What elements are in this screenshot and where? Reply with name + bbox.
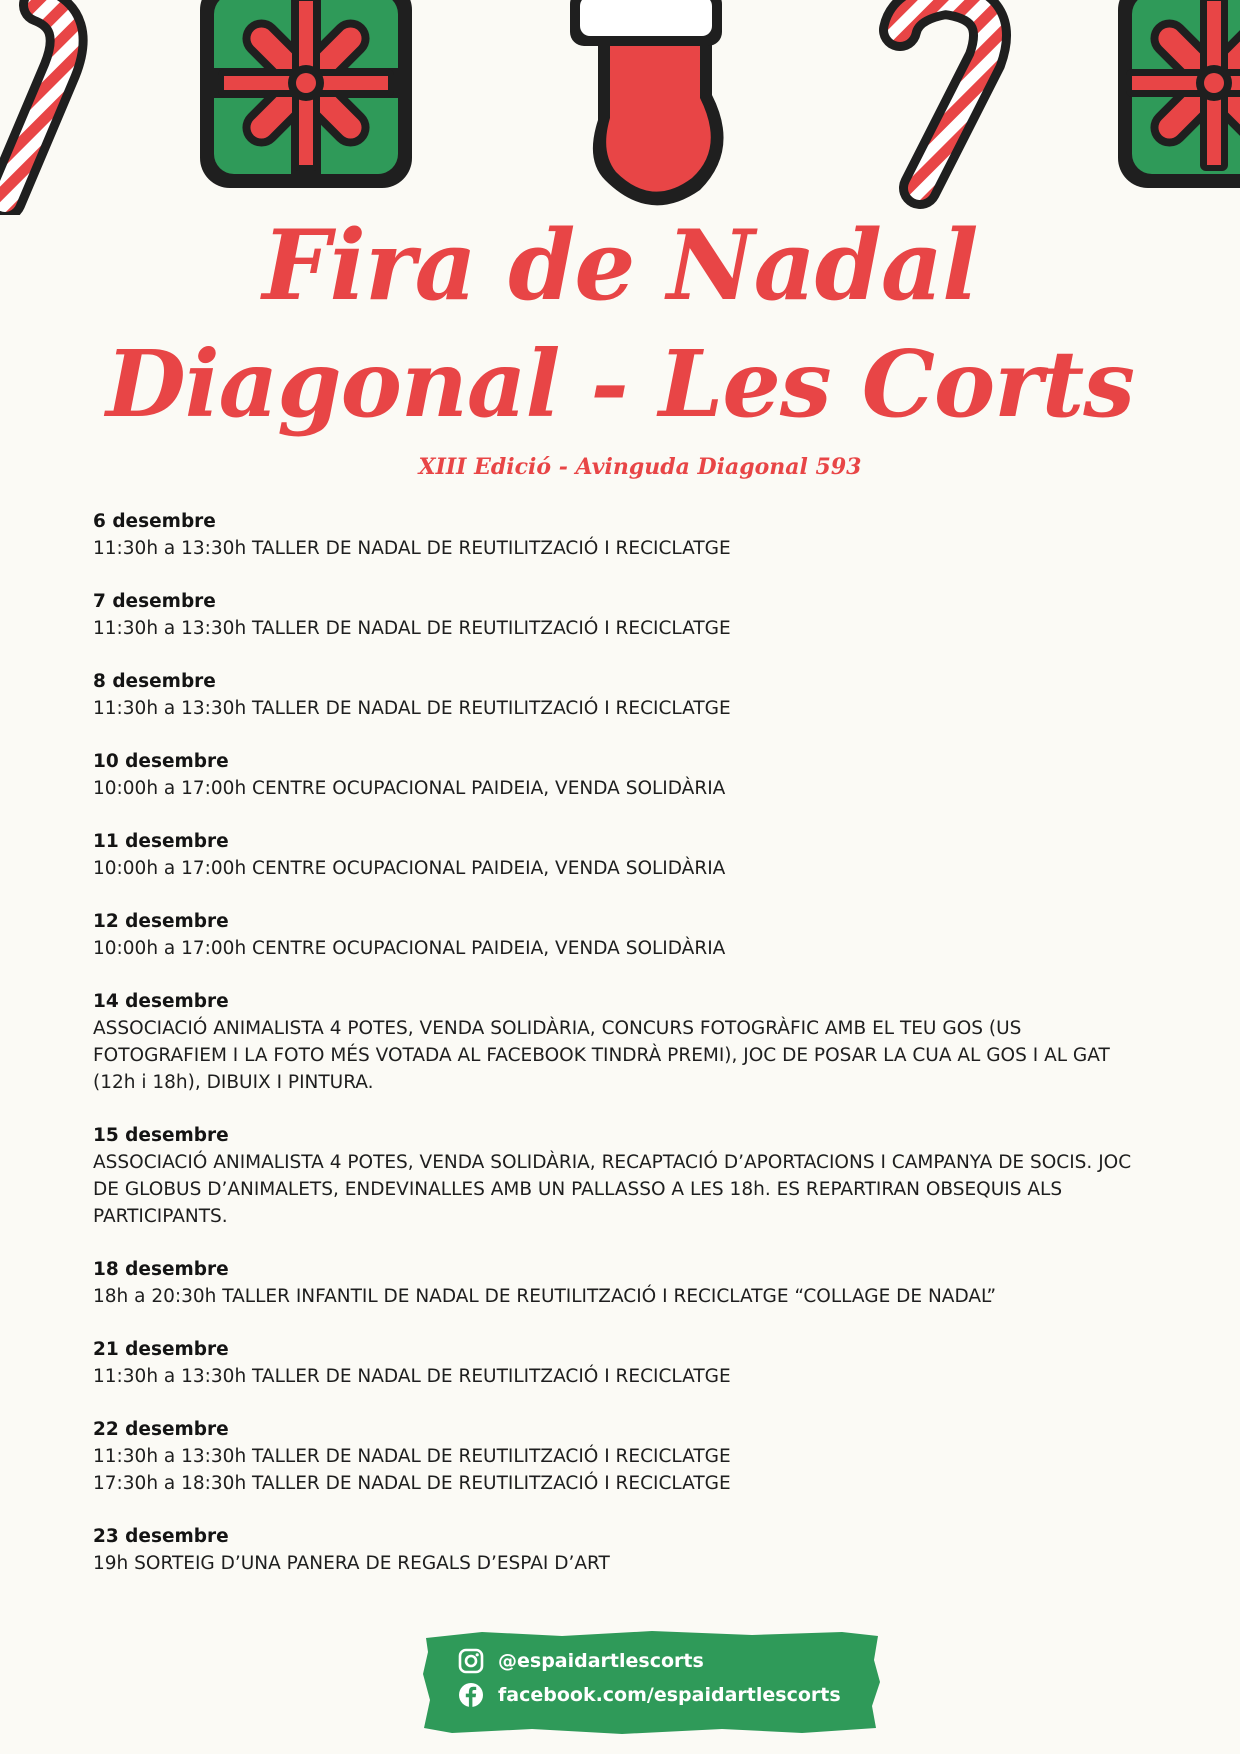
- schedule-day: [93, 1523, 1153, 1577]
- schedule-day: [93, 508, 1153, 562]
- edition-subtitle: XIII Edició - Avinguda Diagonal 593: [418, 454, 862, 480]
- schedule-activity: 10:00h a 17:00h CENTRE OCUPACIONAL PAIDEIA, VENDA SOLIDÀRIA: [93, 858, 726, 879]
- schedule-date: 14 desembre: [93, 991, 229, 1012]
- schedule-day: [93, 1256, 1153, 1310]
- schedule-activity: 11:30h a 13:30h TALLER DE NADAL DE REUTILITZACIÓ I RECICLATGE: [93, 1446, 731, 1467]
- schedule-date: 21 desembre: [93, 1339, 229, 1360]
- schedule-day: [93, 1336, 1153, 1390]
- schedule-activity: ASSOCIACIÓ ANIMALISTA 4 POTES, VENDA SOLIDÀRIA, CONCURS FOTOGRÀFIC AMB EL TEU GOS (US FOTOGRAFIEM I LA FOTO MÉS VOTADA AL FACEBOOK TINDRÀ PREMI), JOC DE POSAR LA CUA AL GOS I AL GAT (12h i 18h), DIBUIX I PINTURA.: [93, 1018, 1110, 1093]
- schedule-day: [93, 1122, 1153, 1230]
- schedule-day: [93, 988, 1153, 1096]
- schedule-activity: 11:30h a 13:30h TALLER DE NADAL DE REUTILITZACIÓ I RECICLATGE: [93, 698, 731, 719]
- gift-box-icon: [190, 0, 422, 199]
- schedule-day: [93, 748, 1153, 802]
- page-title: Fira de Nadal: [262, 209, 978, 322]
- title-block: [0, 209, 1240, 480]
- schedule-activity: 10:00h a 17:00h CENTRE OCUPACIONAL PAIDEIA, VENDA SOLIDÀRIA: [93, 938, 726, 959]
- schedule-activity: 11:30h a 13:30h TALLER DE NADAL DE REUTILITZACIÓ I RECICLATGE: [93, 618, 731, 639]
- social-links-card: [422, 1630, 882, 1734]
- candy-cane-icon: [5, 5, 67, 200]
- facebook-icon: [458, 1682, 484, 1708]
- schedule-activity: 18h a 20:30h TALLER INFANTIL DE NADAL DE REUTILITZACIÓ I RECICLATGE “COLLAGE DE NADAL”: [93, 1286, 997, 1307]
- facebook-link[interactable]: [458, 1682, 841, 1708]
- schedule-date: 6 desembre: [93, 511, 216, 532]
- schedule-day: [93, 588, 1153, 642]
- schedule-activity: 11:30h a 13:30h TALLER DE NADAL DE REUTILITZACIÓ I RECICLATGE: [93, 1366, 731, 1387]
- instagram-link[interactable]: [458, 1648, 704, 1674]
- schedule-date: 10 desembre: [93, 751, 229, 772]
- page-title-line-2: Diagonal - Les Corts: [105, 330, 1135, 438]
- instagram-handle: @espaidartlescorts: [498, 1650, 704, 1672]
- decorations-graphic: [0, 0, 1240, 215]
- schedule-list: [93, 508, 1153, 1603]
- schedule-day: [93, 668, 1153, 722]
- schedule-day: [93, 908, 1153, 962]
- gift-box-icon: [1098, 0, 1240, 199]
- schedule-activity: 10:00h a 17:00h CENTRE OCUPACIONAL PAIDEIA, VENDA SOLIDÀRIA: [93, 778, 726, 799]
- facebook-url: facebook.com/espaidartlescorts: [498, 1684, 841, 1706]
- schedule-date: 15 desembre: [93, 1125, 229, 1146]
- schedule-activity: 11:30h a 13:30h TALLER DE NADAL DE REUTILITZACIÓ I RECICLATGE: [93, 538, 731, 559]
- schedule-date: 8 desembre: [93, 671, 216, 692]
- schedule-date: 18 desembre: [93, 1259, 229, 1280]
- schedule-day: [93, 828, 1153, 882]
- schedule-day: [93, 1416, 1153, 1497]
- christmas-stocking-icon: [570, 0, 724, 205]
- schedule-activity: 17:30h a 18:30h TALLER DE NADAL DE REUTILITZACIÓ I RECICLATGE: [93, 1473, 731, 1494]
- decorations-row: [0, 0, 1240, 215]
- schedule-date: 11 desembre: [93, 831, 229, 852]
- schedule-date: 22 desembre: [93, 1419, 229, 1440]
- schedule-date: 23 desembre: [93, 1526, 229, 1547]
- instagram-icon: [458, 1648, 484, 1674]
- schedule-date: 12 desembre: [93, 911, 229, 932]
- candy-cane-icon: [900, 0, 990, 188]
- schedule-activity: 19h SORTEIG D’UNA PANERA DE REGALS D’ESPAI D’ART: [93, 1553, 610, 1574]
- schedule-date: 7 desembre: [93, 591, 216, 612]
- schedule-activity: ASSOCIACIÓ ANIMALISTA 4 POTES, VENDA SOLIDÀRIA, RECAPTACIÓ D’APORTACIONS I CAMPANYA DE SOCIS. JOC DE GLOBUS D’ANIMALETS, ENDEVINALLES AMB UN PALLASSO A LES 18h. ES REPARTIRAN OBSEQUIS ALS PARTICIPANTS.: [93, 1152, 1132, 1227]
